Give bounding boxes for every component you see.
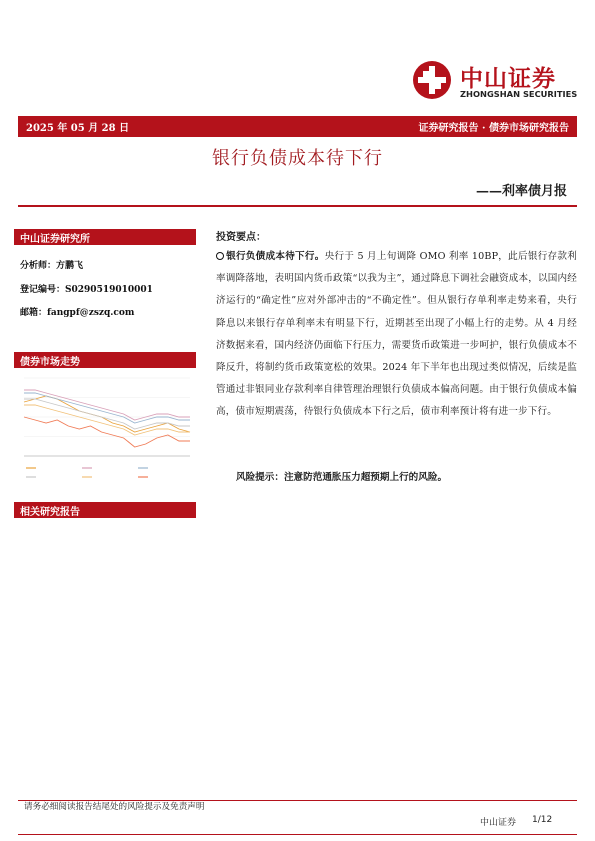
market-section-bar (14, 352, 196, 368)
market-section-label: 债券市场走势 (20, 357, 80, 368)
institute-label: 中山证券研究所 (20, 234, 90, 245)
institute-bar (14, 229, 196, 245)
report-date: 2025 年 05 月 28 日 (26, 123, 130, 134)
brand-name-en: ZHONGSHAN SECURITIES (460, 89, 578, 99)
zhongshan-logo-icon (412, 60, 452, 100)
brand-name-cn: 中山证券 (460, 66, 556, 92)
related-section-label: 相关研究报告 (20, 507, 80, 518)
risk-warning: 风险提示：注意防范通胀压力超预期上行的风险。 (236, 472, 448, 483)
investment-body (216, 246, 577, 424)
page-number: 1/12 (532, 815, 553, 825)
registration-number: S0290519010001 (65, 285, 153, 295)
email-line (20, 305, 134, 318)
footer-rule-bottom (18, 834, 577, 835)
report-title: 银行负债成本待下行 (212, 148, 383, 169)
bullet-icon (216, 252, 224, 260)
analyst-name: 方鹏飞 (56, 261, 84, 271)
body-paragraph: 央行于 5 月上旬调降 OMO 利率 10BP，此后银行存款利率调降落地，表明国内货币政策“以我为主”，通过降息下调社会融资成本，以国内经济运行的“确定性”应对外部冲击的“不确定性”。但从银行存单利率走势来看，央行降息以来银行存单利率未有明显下行，近期甚至出现了小幅上行的走势。从 4 月经济数据来看，国内经济仍面临下行压力，需要货币政策进一步呵护，银行负债成本不降反升，将制约货币政策宽松的效果。2024 年下半年也出现过类似情况，后续是监管通过非银同业存款利率自律管理治理银行负债成本偏高问题。由于银行负债成本偏高，债市短期震荡，待银行负债成本下行之后，债市利率预计将有进一步下行。 (216, 251, 577, 418)
analyst-label: 分析师： (20, 261, 57, 271)
title-divider (18, 205, 577, 207)
registration-line (20, 282, 153, 295)
lead-sentence: 银行负债成本待下行。 (226, 251, 325, 262)
bond-market-chart (14, 372, 196, 494)
email-link[interactable]: fangpf@zszq.com (47, 308, 135, 318)
analyst-line (20, 258, 83, 271)
email-label: 邮箱： (20, 308, 48, 318)
report-subtitle: ——利率债月报 (475, 184, 567, 199)
registration-label: 登记编号： (20, 285, 66, 295)
investment-heading: 投资要点： (216, 232, 266, 243)
report-series: 证券研究报告 · 债券市场研究报告 (418, 123, 569, 134)
related-section-bar (14, 502, 196, 518)
footer-disclaimer: 请务必细阅读报告结尾处的风险提示及免责声明 (24, 802, 205, 812)
footer-brand: 中山证券 (480, 818, 517, 828)
